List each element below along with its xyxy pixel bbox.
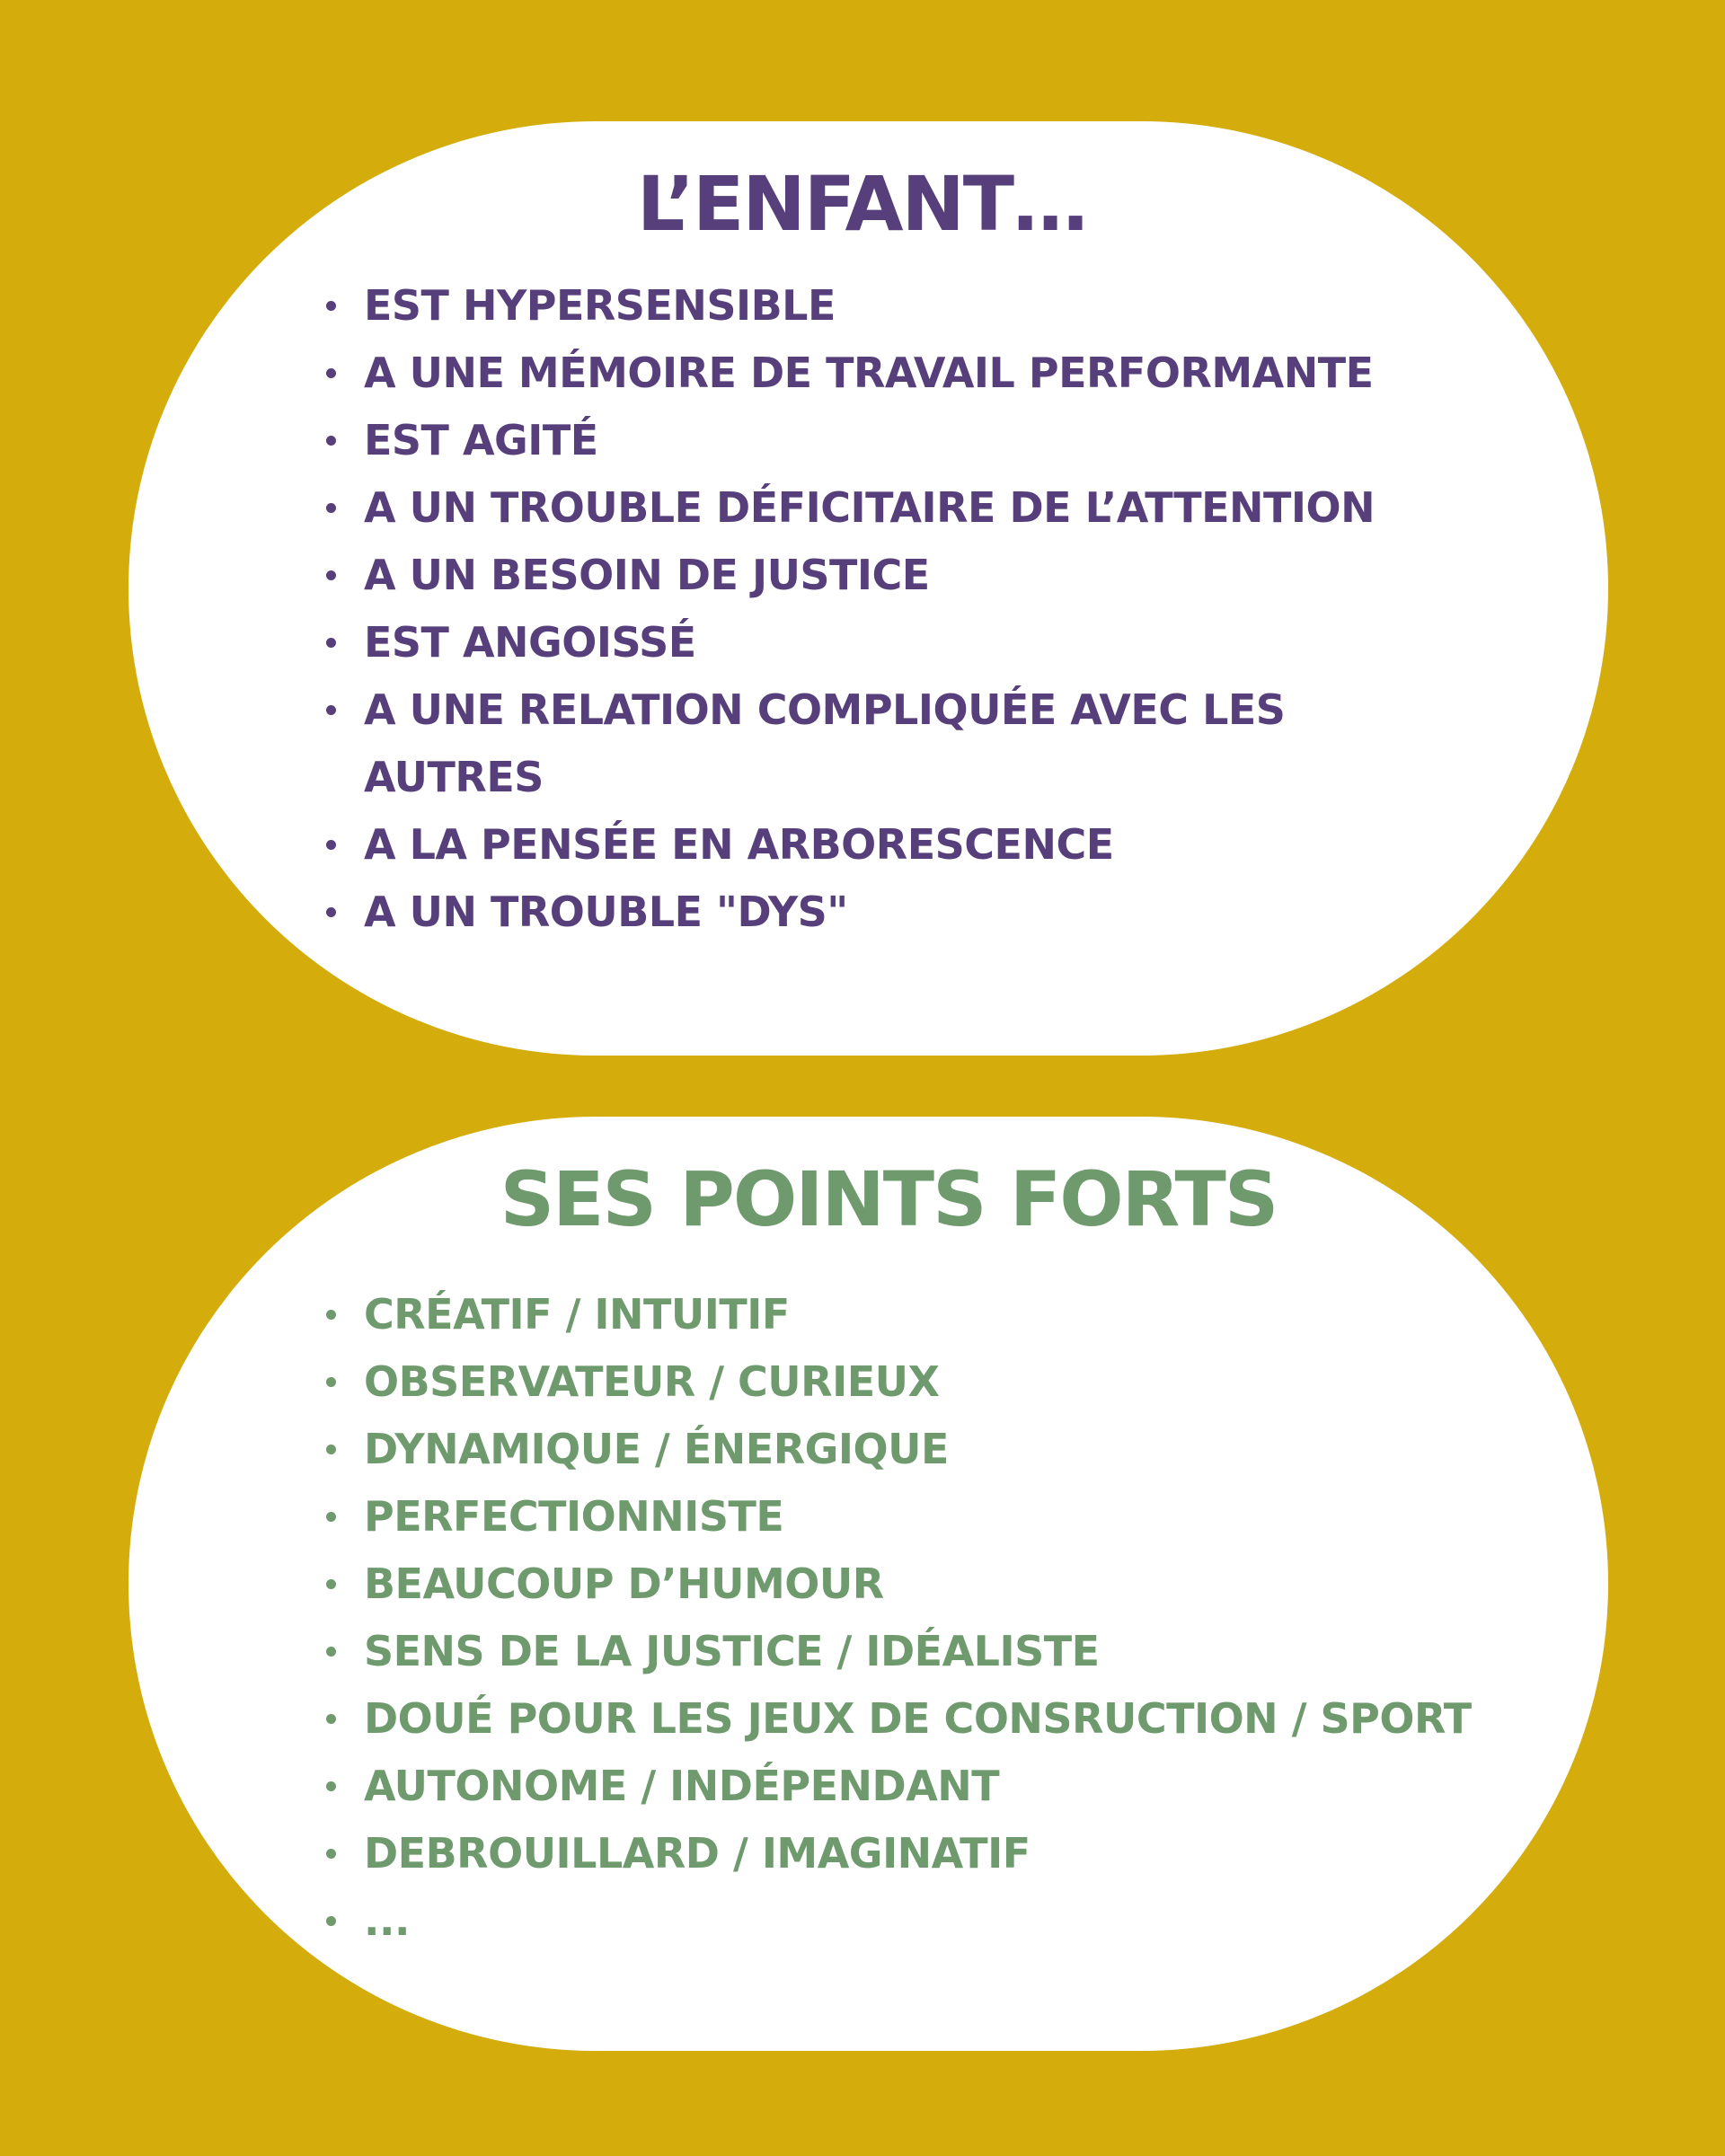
list-item: A UN TROUBLE DÉFICITAIRE DE L’ATTENTION [326,474,1494,542]
list-item: A LA PENSÉE EN ARBORESCENCE [326,811,1494,879]
child-traits-title: L’ENFANT… [636,160,1087,248]
list-item: BEAUCOUP D’HUMOUR [326,1551,1602,1618]
child-traits-card [128,121,1608,1056]
list-item: CRÉATIF / INTUITIF [326,1281,1602,1348]
list-item: EST HYPERSENSIBLE [326,272,1494,340]
list-item: DOUÉ POUR LES JEUX DE CONSRUCTION / SPORT [326,1685,1602,1753]
list-item: PERFECTIONNISTE [326,1483,1602,1551]
child-traits-list [326,272,1494,946]
list-item: EST ANGOISSÉ [326,609,1494,676]
strengths-title: SES POINTS FORTS [500,1155,1278,1243]
strengths-list [326,1281,1602,1955]
list-item: EST AGITÉ [326,407,1494,474]
list-item: A UNE RELATION COMPLIQUÉE AVEC LES AUTRES [326,676,1388,811]
list-item: SENS DE LA JUSTICE / IDÉALISTE [326,1618,1602,1685]
list-item: AUTONOME / INDÉPENDANT [326,1753,1602,1820]
list-item: ... [326,1887,1602,1955]
list-item: A UN BESOIN DE JUSTICE [326,542,1494,609]
list-item: OBSERVATEUR / CURIEUX [326,1348,1602,1416]
list-item: DYNAMIQUE / ÉNERGIQUE [326,1416,1602,1483]
list-item: A UN TROUBLE "DYS" [326,879,1494,946]
list-item: A UNE MÉMOIRE DE TRAVAIL PERFORMANTE [326,340,1494,407]
strengths-card [128,1117,1608,2051]
list-item: DEBROUILLARD / IMAGINATIF [326,1820,1602,1887]
